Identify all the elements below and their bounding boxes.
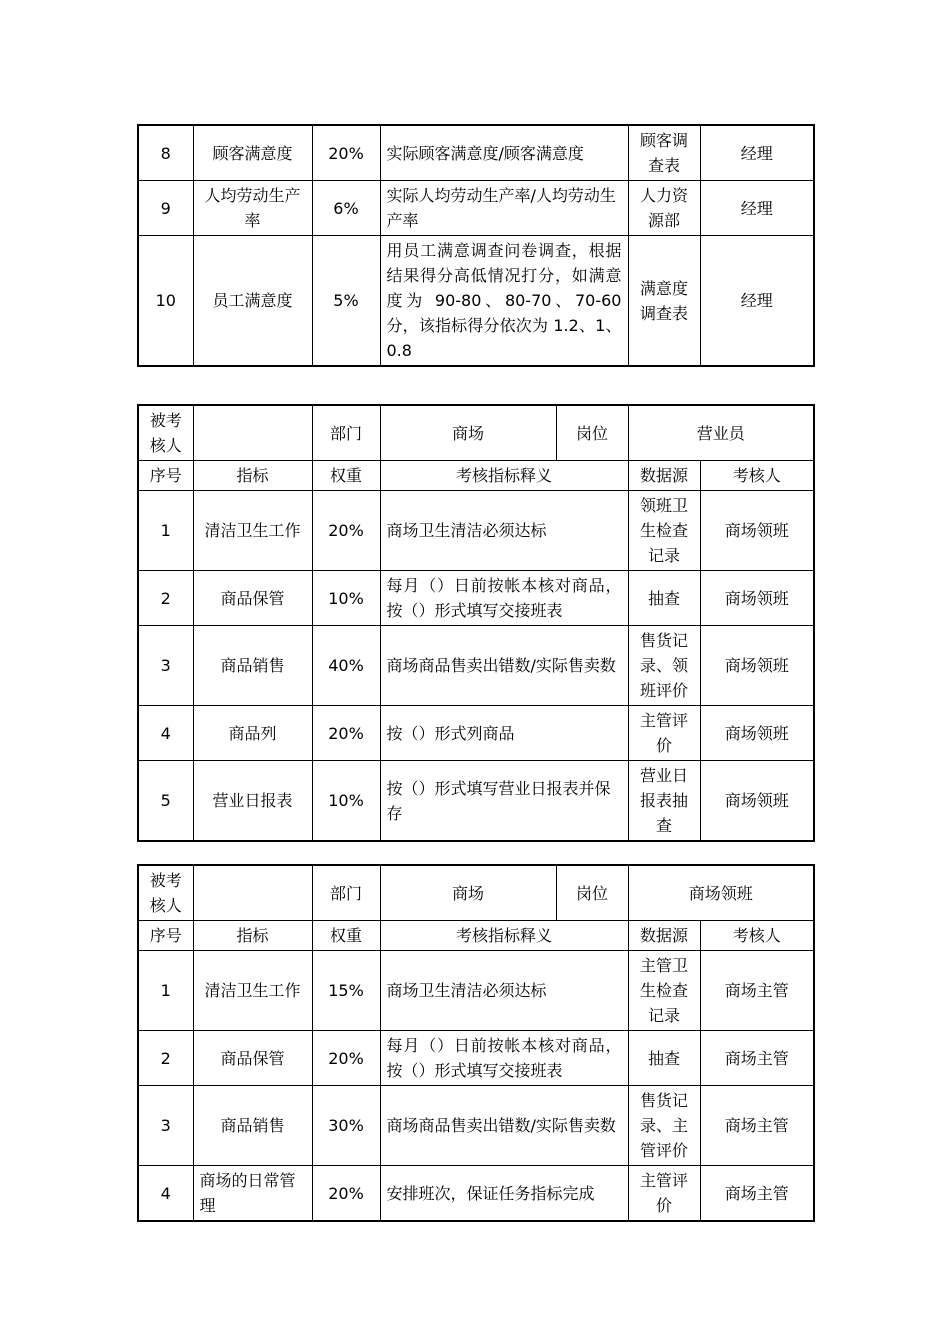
description-cell: 按（）形式列商品 xyxy=(380,706,628,761)
table-header-info-row xyxy=(138,405,814,461)
indicator-cell: 商品保管 xyxy=(193,571,312,626)
data-source-cell: 顾客调查表 xyxy=(628,125,700,181)
row-number: 1 xyxy=(138,491,193,571)
weight-cell: 15% xyxy=(312,951,380,1031)
description-cell: 商场卫生清洁必须达标 xyxy=(380,491,628,571)
table-row xyxy=(138,951,814,1031)
row-number: 2 xyxy=(138,571,193,626)
table-row xyxy=(138,125,814,181)
description-cell: 商场商品售卖出错数/实际售卖数 xyxy=(380,1086,628,1166)
assessor-cell: 商场主管 xyxy=(700,1031,814,1086)
row-number: 8 xyxy=(138,125,193,181)
indicator-cell: 商品保管 xyxy=(193,1031,312,1086)
column-header-data-source: 数据源 xyxy=(628,921,700,951)
description-cell: 实际顾客满意度/顾客满意度 xyxy=(380,125,628,181)
assessor-cell: 商场主管 xyxy=(700,951,814,1031)
department-label: 部门 xyxy=(312,865,380,921)
position-label: 岗位 xyxy=(556,405,628,461)
column-header-weight: 权重 xyxy=(312,461,380,491)
table-row xyxy=(138,571,814,626)
indicator-cell: 商品列 xyxy=(193,706,312,761)
data-source-cell: 售货记录、主管评价 xyxy=(628,1086,700,1166)
weight-cell: 6% xyxy=(312,181,380,236)
column-header-assessor: 考核人 xyxy=(700,921,814,951)
assessor-cell: 经理 xyxy=(700,181,814,236)
weight-cell: 10% xyxy=(312,761,380,842)
table-row xyxy=(138,236,814,367)
weight-cell: 5% xyxy=(312,236,380,367)
data-source-cell: 主管卫生检查记录 xyxy=(628,951,700,1031)
table-row xyxy=(138,706,814,761)
row-number: 4 xyxy=(138,706,193,761)
position-value: 商场领班 xyxy=(628,865,814,921)
position-label: 岗位 xyxy=(556,865,628,921)
weight-cell: 20% xyxy=(312,706,380,761)
column-header-number: 序号 xyxy=(138,921,193,951)
indicator-cell: 人均劳动生产率 xyxy=(193,181,312,236)
weight-cell: 40% xyxy=(312,626,380,706)
table-header-info-row xyxy=(138,865,814,921)
column-header-description: 考核指标释义 xyxy=(380,921,628,951)
assessor-cell: 商场领班 xyxy=(700,761,814,842)
assessor-cell: 商场主管 xyxy=(700,1166,814,1222)
row-number: 1 xyxy=(138,951,193,1031)
weight-cell: 10% xyxy=(312,571,380,626)
indicator-cell: 员工满意度 xyxy=(193,236,312,367)
assessor-cell: 商场领班 xyxy=(700,491,814,571)
column-header-indicator: 指标 xyxy=(193,461,312,491)
data-source-cell: 主管评价 xyxy=(628,1166,700,1222)
assessee-label: 被考核人 xyxy=(138,865,193,921)
data-source-cell: 营业日报表抽查 xyxy=(628,761,700,842)
indicator-cell: 商品销售 xyxy=(193,1086,312,1166)
column-header-assessor: 考核人 xyxy=(700,461,814,491)
row-number: 3 xyxy=(138,626,193,706)
weight-cell: 30% xyxy=(312,1086,380,1166)
data-source-cell: 售货记录、领班评价 xyxy=(628,626,700,706)
data-source-cell: 主管评价 xyxy=(628,706,700,761)
column-header-description: 考核指标释义 xyxy=(380,461,628,491)
row-number: 5 xyxy=(138,761,193,842)
data-source-cell: 满意度调查表 xyxy=(628,236,700,367)
column-header-indicator: 指标 xyxy=(193,921,312,951)
column-header-weight: 权重 xyxy=(312,921,380,951)
column-header-row xyxy=(138,921,814,951)
weight-cell: 20% xyxy=(312,491,380,571)
description-cell: 每月（）日前按帐本核对商品，按（）形式填写交接班表 xyxy=(380,571,628,626)
row-number: 10 xyxy=(138,236,193,367)
indicator-cell: 商场的日常管理 xyxy=(193,1166,312,1222)
row-number: 3 xyxy=(138,1086,193,1166)
table-row xyxy=(138,1031,814,1086)
indicator-cell: 商品销售 xyxy=(193,626,312,706)
column-header-row xyxy=(138,461,814,491)
column-header-number: 序号 xyxy=(138,461,193,491)
description-cell: 按（）形式填写营业日报表并保存 xyxy=(380,761,628,842)
row-number: 9 xyxy=(138,181,193,236)
weight-cell: 20% xyxy=(312,1166,380,1222)
weight-cell: 20% xyxy=(312,1031,380,1086)
kpi-table-sales-clerk xyxy=(137,404,815,842)
table-row xyxy=(138,761,814,842)
department-value: 商场 xyxy=(380,865,556,921)
description-cell: 用员工满意调查问卷调查，根据结果得分高低情况打分，如满意度为 90-80、80-70、70-60 分，该指标得分依次为 1.2、1、0.8 xyxy=(380,236,628,367)
assessor-cell: 经理 xyxy=(700,125,814,181)
assessee-value xyxy=(193,405,312,461)
description-cell: 商场卫生清洁必须达标 xyxy=(380,951,628,1031)
data-source-cell: 人力资源部 xyxy=(628,181,700,236)
assessor-cell: 经理 xyxy=(700,236,814,367)
assessee-value xyxy=(193,865,312,921)
data-source-cell: 领班卫生检查记录 xyxy=(628,491,700,571)
table-row xyxy=(138,181,814,236)
table-row xyxy=(138,1166,814,1222)
table-row xyxy=(138,1086,814,1166)
assessor-cell: 商场领班 xyxy=(700,571,814,626)
table-row xyxy=(138,491,814,571)
description-cell: 商场商品售卖出错数/实际售卖数 xyxy=(380,626,628,706)
department-label: 部门 xyxy=(312,405,380,461)
description-cell: 安排班次，保证任务指标完成 xyxy=(380,1166,628,1222)
table-row xyxy=(138,626,814,706)
assessor-cell: 商场领班 xyxy=(700,706,814,761)
data-source-cell: 抽查 xyxy=(628,571,700,626)
weight-cell: 20% xyxy=(312,125,380,181)
row-number: 4 xyxy=(138,1166,193,1222)
indicator-cell: 清洁卫生工作 xyxy=(193,951,312,1031)
indicator-cell: 营业日报表 xyxy=(193,761,312,842)
assessee-label: 被考核人 xyxy=(138,405,193,461)
position-value: 营业员 xyxy=(628,405,814,461)
department-value: 商场 xyxy=(380,405,556,461)
column-header-data-source: 数据源 xyxy=(628,461,700,491)
row-number: 2 xyxy=(138,1031,193,1086)
description-cell: 实际人均劳动生产率/人均劳动生产率 xyxy=(380,181,628,236)
data-source-cell: 抽查 xyxy=(628,1031,700,1086)
description-cell: 每月（）日前按帐本核对商品，按（）形式填写交接班表 xyxy=(380,1031,628,1086)
kpi-table-continuation xyxy=(137,124,815,367)
assessor-cell: 商场主管 xyxy=(700,1086,814,1166)
assessor-cell: 商场领班 xyxy=(700,626,814,706)
kpi-table-floor-supervisor xyxy=(137,864,815,1222)
indicator-cell: 清洁卫生工作 xyxy=(193,491,312,571)
indicator-cell: 顾客满意度 xyxy=(193,125,312,181)
